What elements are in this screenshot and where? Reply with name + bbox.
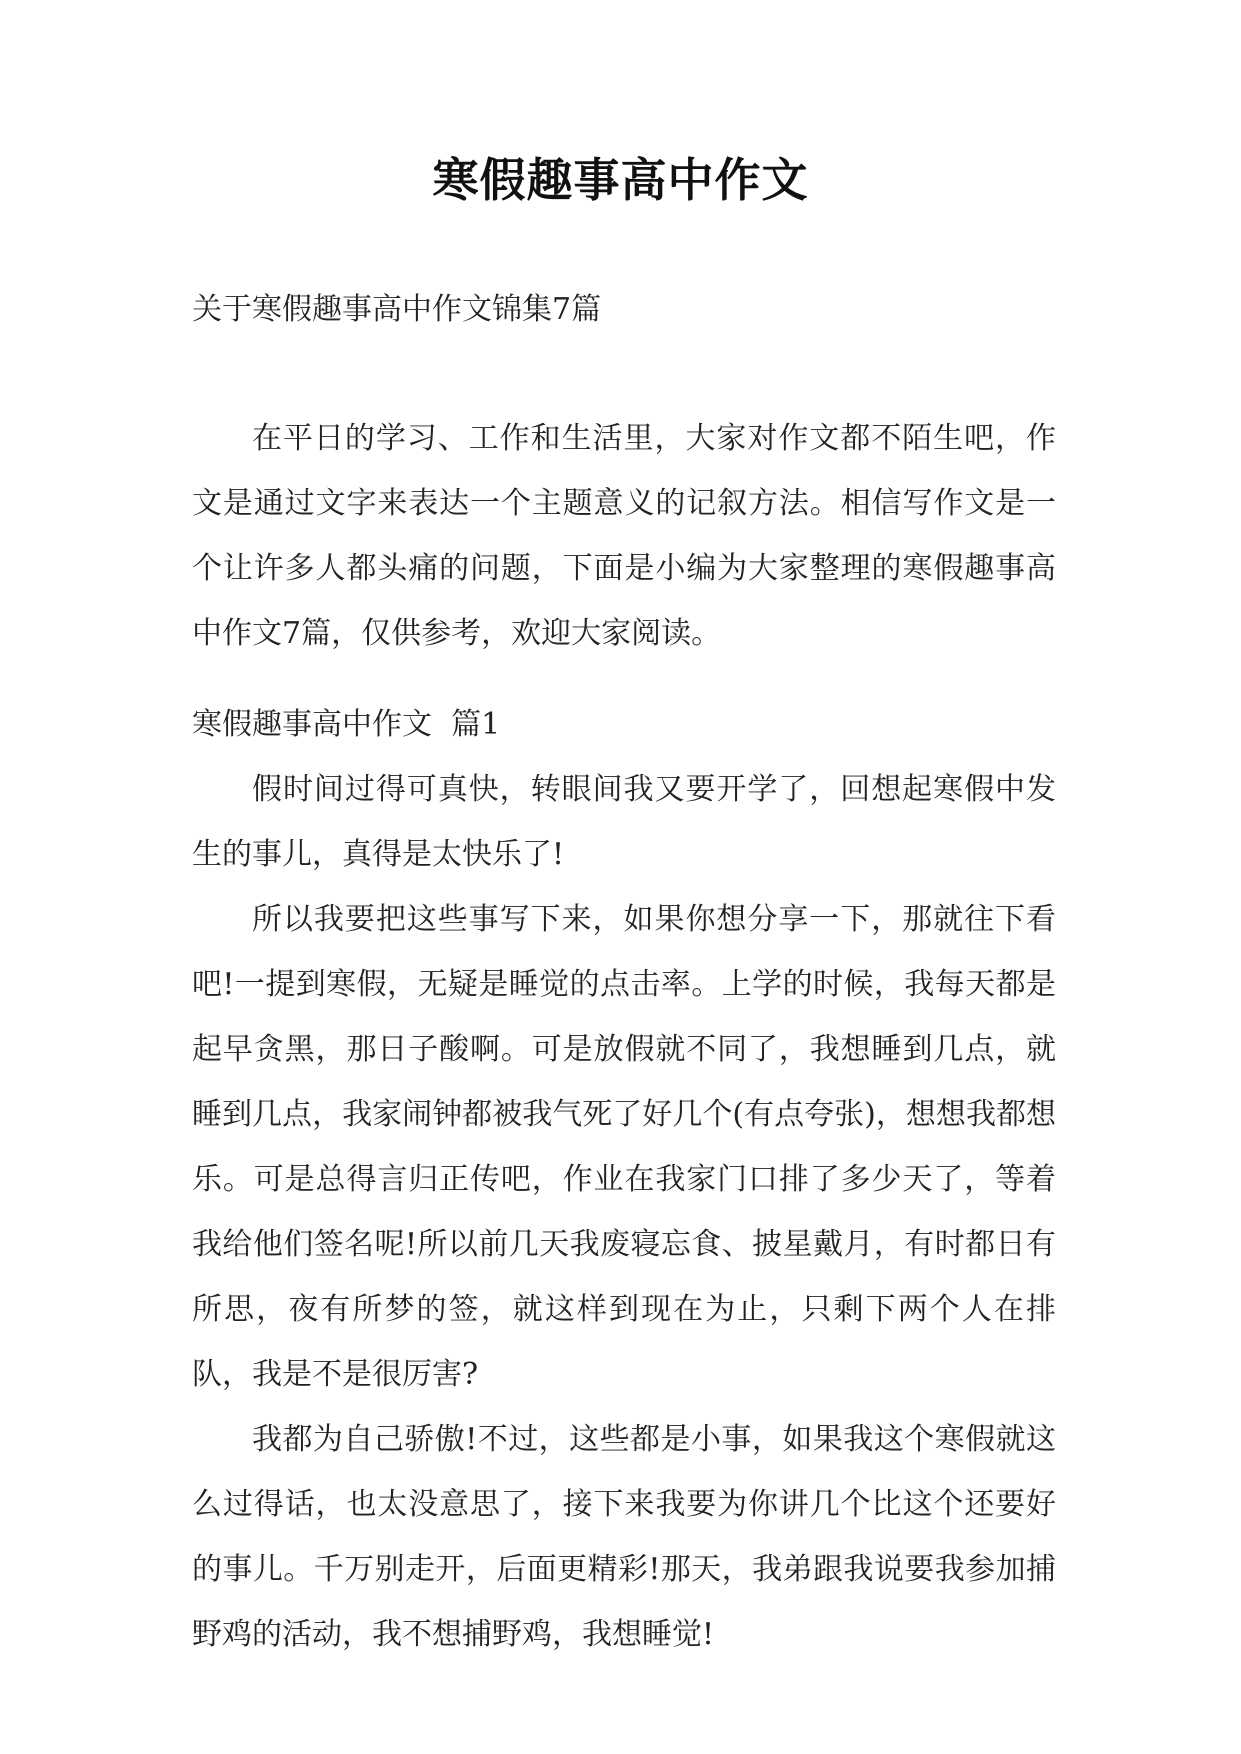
article-section <box>192 692 1056 1667</box>
section-heading: 寒假趣事高中作文 篇1 <box>192 707 501 742</box>
intro-section <box>192 406 1056 666</box>
intro-paragraph: 在平日的学习、工作和生活里，大家对作文都不陌生吧，作文是通过文字来表达一个主题意义的记叙方法。相信写作文是一个让许多人都头痛的问题，下面是小编为大家整理的寒假趣事高中作文7篇，仅供参考，欢迎大家阅读。 <box>192 421 1056 651</box>
article-paragraph: 我都为自己骄傲!不过，这些都是小事，如果我这个寒假就这么过得话，也太没意思了，接下来我要为你讲几个比这个还要好的事儿。千万别走开，后面更精彩!那天，我弟跟我说要我参加捕野鸡的活动，我不想捕野鸡，我想睡觉! <box>192 1422 1056 1652</box>
document-title: 寒假趣事高中作文 <box>432 153 809 207</box>
article-paragraph: 所以我要把这些事写下来，如果你想分享一下，那就往下看吧!一提到寒假，无疑是睡觉的点击率。上学的时候，我每天都是起早贪黑，那日子酸啊。可是放假就不同了，我想睡到几点，就睡到几点，我家闹钟都被我气死了好几个(有点夸张)，想想我都想乐。可是总得言归正传吧，作业在我家门口排了多少天了，等着我给他们签名呢!所以前几天我废寝忘食、披星戴月，有时都日有所思，夜有所梦的签，就这样到现在为止，只剩下两个人在排队，我是不是很厉害? <box>192 902 1056 1392</box>
document-subtitle: 关于寒假趣事高中作文锦集7篇 <box>192 292 602 327</box>
article-paragraph: 假时间过得可真快，转眼间我又要开学了，回想起寒假中发生的事儿，真得是太快乐了! <box>192 772 1056 872</box>
